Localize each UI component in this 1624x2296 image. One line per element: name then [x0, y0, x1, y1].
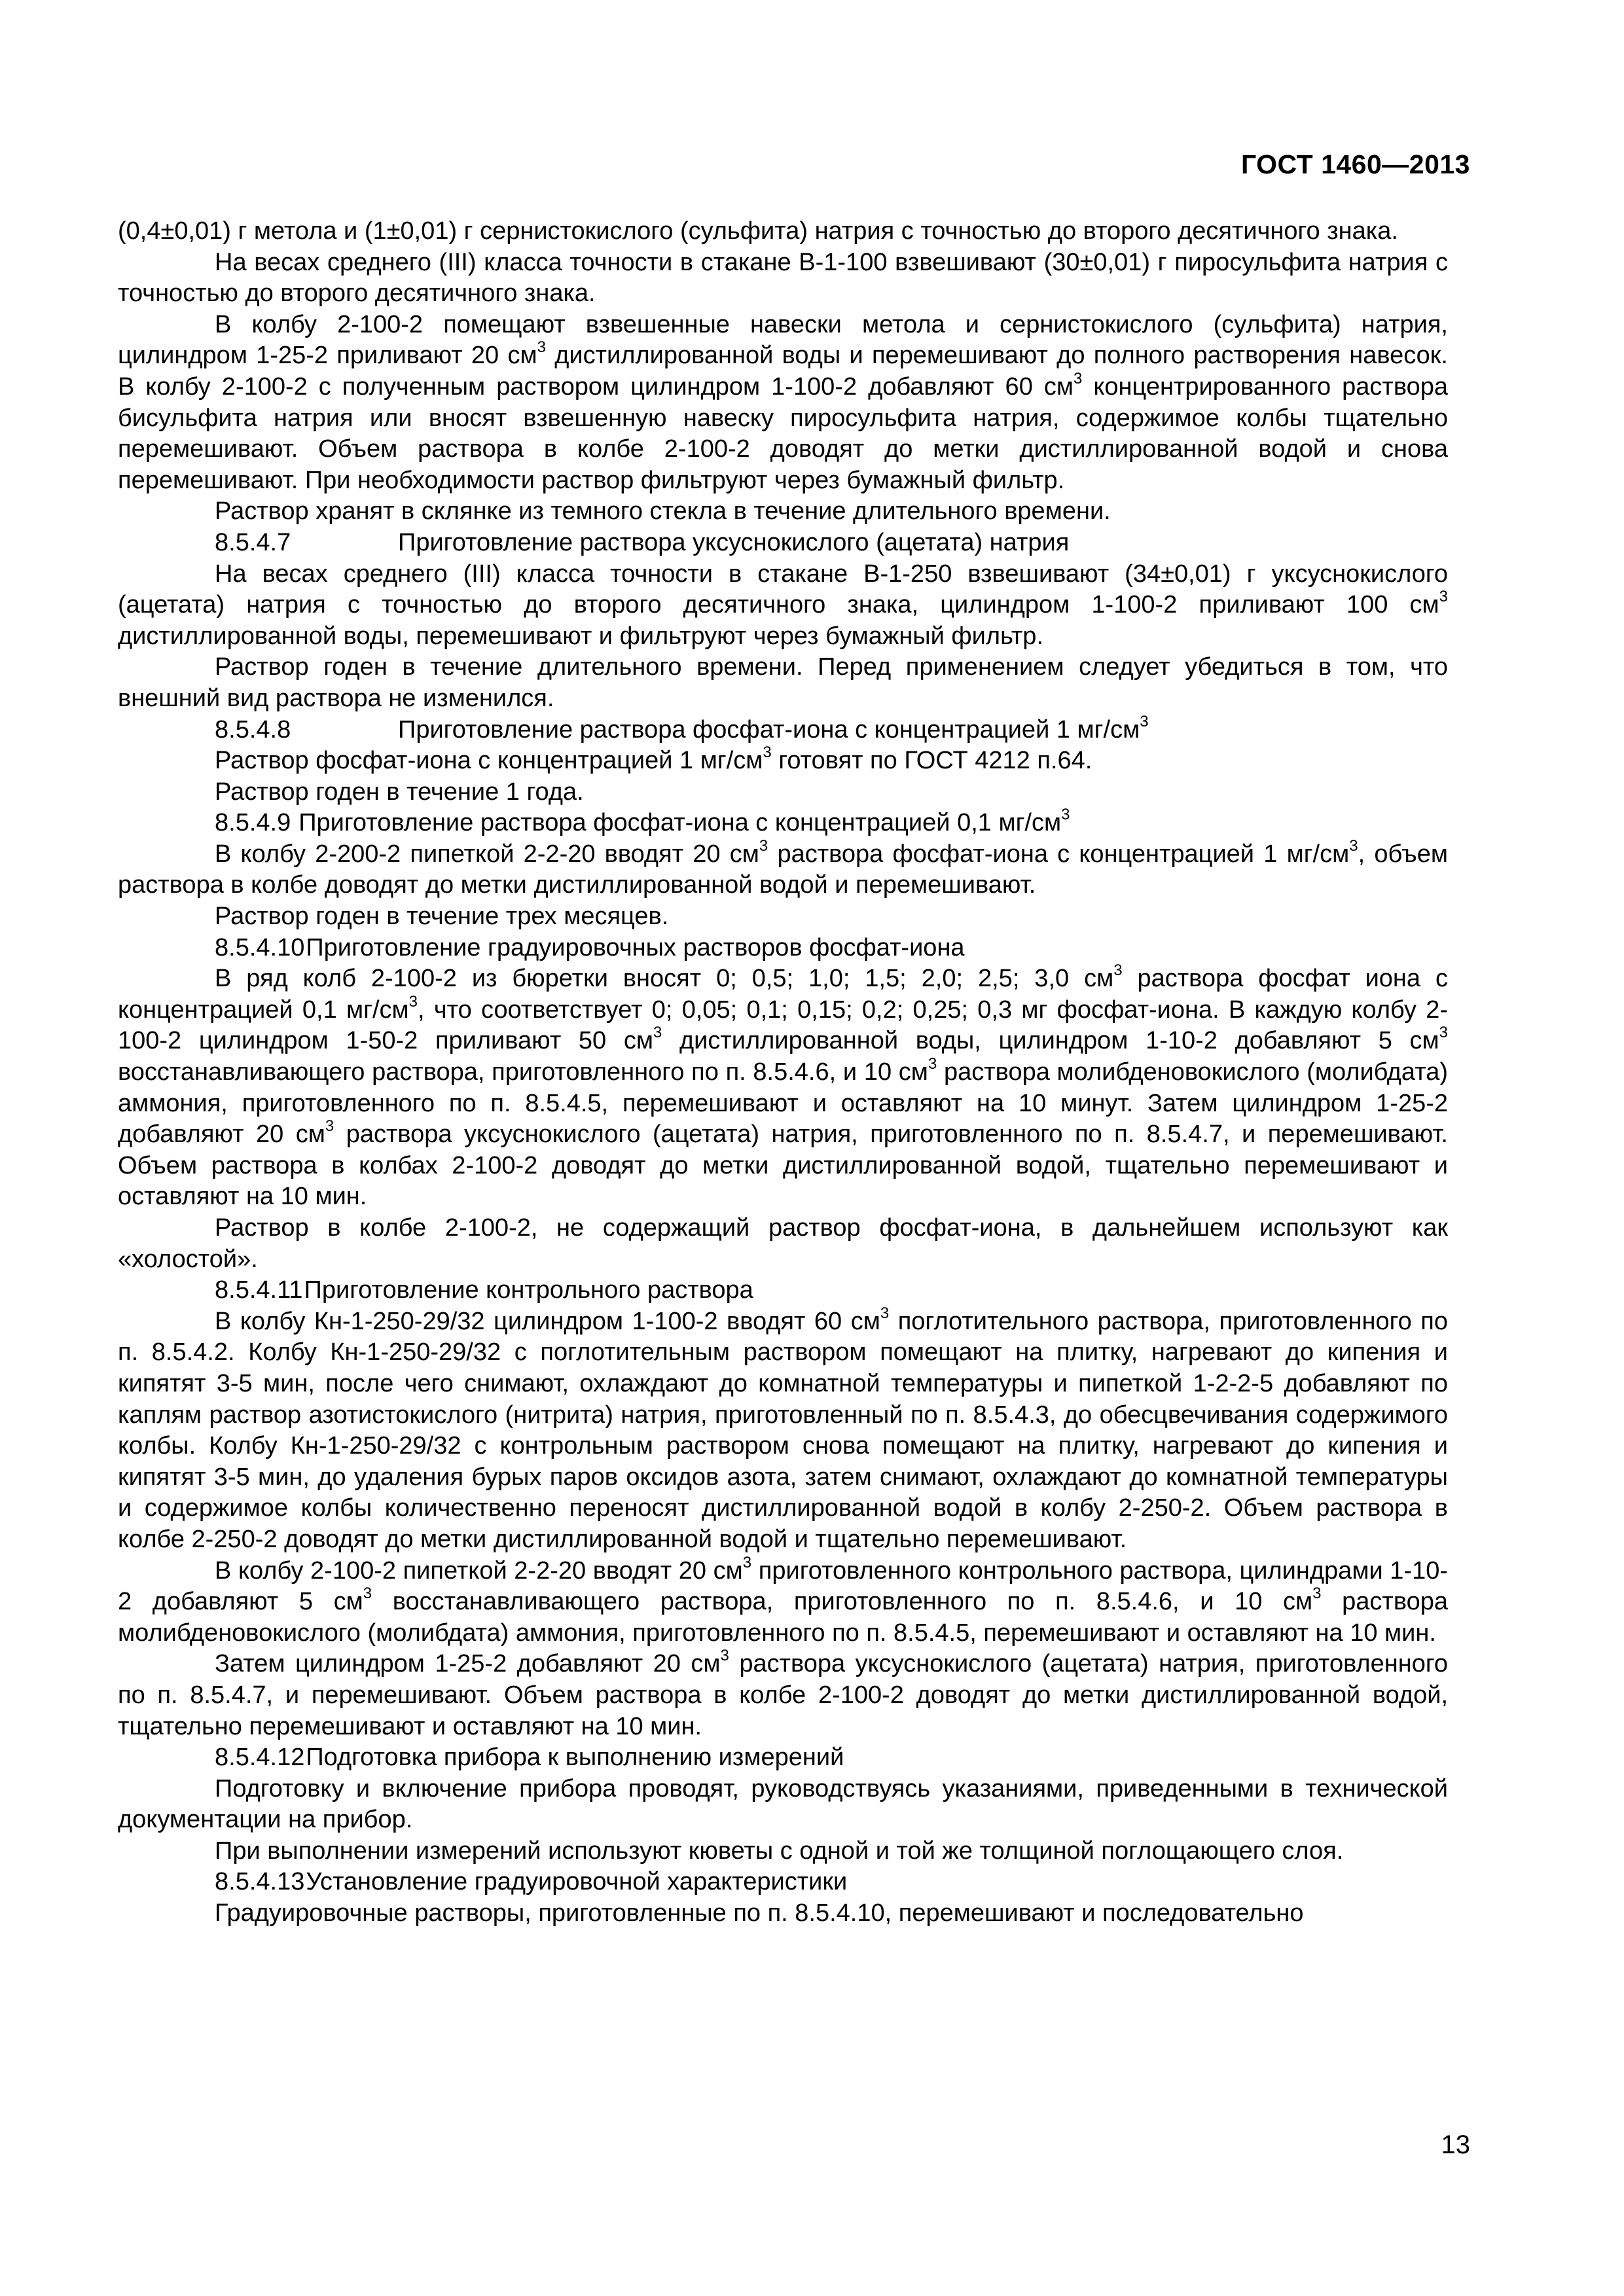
paragraph: Раствор годен в течение 1 года.: [215, 778, 584, 806]
paragraph: Раствор фосфат-иона с концентрацией 1 $мг/см^3$ готовят по ГОСТ 4212 п.64.: [215, 744, 1092, 775]
standard-header: ГОСТ 1460—2013: [1240, 149, 1470, 179]
section-heading: [118, 712, 1448, 746]
section-number: 8.5.4.8: [215, 715, 291, 744]
section-title: Приготовление раствора уксуснокислого (ацетата) натрия: [398, 528, 1070, 556]
document-body: [118, 216, 1455, 1929]
section-number: 8.5.4.12: [215, 1744, 305, 1772]
superscript: 3: [880, 1304, 890, 1322]
superscript: 3: [1140, 712, 1149, 730]
section-number: 8.5.4.9: [215, 809, 291, 837]
superscript: 3: [1061, 806, 1070, 824]
superscript: 3: [720, 1647, 729, 1665]
superscript: 3: [653, 1024, 662, 1042]
section-number: 8.5.4.13: [215, 1868, 305, 1896]
superscript: 3: [1312, 1585, 1322, 1603]
superscript: 3: [742, 1553, 752, 1571]
superscript: 3: [1073, 369, 1083, 387]
section-number: 8.5.4.10: [215, 933, 305, 961]
section-title: Приготовление градуировочных растворов фосфат-иона: [306, 933, 965, 961]
paragraph: На весах среднего (III) класса точности в стакане В-1-250 взвешивают (34±0,01) г уксуснокислого (ацетата) натрия с точностью до второго десятичного знака, цилиндром 1-100-2 приливают 100 $см^3$ дистиллированной воды, перемешивают и фильтруют через бумажный фильтр.: [118, 560, 1455, 650]
superscript: 3: [1439, 588, 1448, 606]
section-title: Приготовление контрольного раствора: [304, 1276, 753, 1304]
paragraph: Подготовку и включение прибора проводят, руководствуясь указаниями, приведенными в технической документации на прибор.: [118, 1774, 1455, 1834]
paragraph: На весах среднего (III) класса точности в стакане В-1-100 взвешивают (30±0,01) г пиросульфита натрия с точностью до второго десятичного знака.: [118, 248, 1455, 308]
paragraph: В колбу 2-200-2 пипеткой 2-2-20 вводят 20 $см^3$ раствора фосфат-иона с концентрацией 1 $мг/см^3$, объем раствора в колбе доводят до метки дистиллированной водой и перемешивают.: [118, 836, 1455, 899]
paragraph: При выполнении измерений используют кюветы с одной и той же толщиной поглощающего слоя.: [215, 1837, 1344, 1865]
paragraph: Раствор годен в течение трех месяцев.: [215, 903, 669, 931]
paragraph: Затем цилиндром 1-25-2 добавляют 20 $см^3$ раствора уксуснокислого (ацетата) натрия, приготовленного по п. 8.5.4.7, и перемешивают. Объем раствора в колбе 2-100-2 доводят до метки дистиллированной водой, тщательно перемешивают и оставляют на 10 мин.: [118, 1647, 1455, 1740]
paragraph: В колбу 2-100-2 пипеткой 2-2-20 вводят 20 $см^3$ приготовленного контрольного раствора, цилиндрами 1-10-2 добавляют 5 $см^3$ восстанавливающего раствора, приготовленного по п. 8.5.4.6, и 10 $см^3$ раствора молибденовокислого (молибдата) аммония, приготовленного по п. 8.5.4.5, перемешивают и оставляют на 10 мин.: [118, 1553, 1455, 1647]
paragraph: В колбу 2-100-2 помещают взвешенные навески метола и сернистокислого (сульфита) натрия, цилиндром 1-25-2 приливают 20 $см^3$ дистиллированной воды и перемешивают до полного растворения навесок. В колбу 2-100-2 с полученным раствором цилиндром 1-100-2 добавляют 60 $см^3$ концентрированного раствора бисульфита натрия или вносят взвешенную навеску пиросульфита натрия, содержимое колбы тщательно перемешивают. Объем раствора в колбе 2-100-2 доводят до метки дистиллированной водой и снова перемешивают. При необходимости раствор фильтруют через бумажный фильтр.: [118, 310, 1455, 494]
section-title: Установление градуировочной характеристики: [306, 1868, 848, 1896]
superscript: 3: [325, 1117, 334, 1136]
superscript: 3: [763, 744, 772, 762]
superscript: 3: [1113, 961, 1123, 980]
superscript: 3: [1439, 1024, 1448, 1042]
paragraph: Раствор в колбе 2-100-2, не содержащий раствор фосфат-иона, в дальнейшем используют как «холостой».: [118, 1214, 1455, 1273]
paragraph: В ряд колб 2-100-2 из бюретки вносят 0; 0,5; 1,0; 1,5; 2,0; 2,5; 3,0 $см^3$ раствора фосфат иона с концентрацией 0,1 $мг/см^3$, что соответствует 0; 0,05; 0,1; 0,15; 0,2; 0,25; 0,3 мг фосфат-иона. В каждую колбу 2-100-2 цилиндром 1-50-2 приливают 50 $см^3$ дистиллированной воды, цилиндром 1-10-2 добавляют 5 $см^3$ восстанавливающего раствора, приготовленного по п. 8.5.4.6, и 10 $см^3$ раствора молибденовокислого (молибдата) аммония, приготовленного по п. 8.5.4.5, перемешивают и оставляют на 10 минут. Затем цилиндром 1-25-2 добавляют 20 $см^3$ раствора уксуснокислого (ацетата) натрия, приготовленного по п. 8.5.4.7, и перемешивают. Объем раствора в колбах 2-100-2 доводят до метки дистиллированной водой, тщательно перемешивают и оставляют на 10 мин.: [118, 961, 1455, 1211]
superscript: 3: [408, 992, 418, 1011]
paragraph: Раствор годен в течение длительного времени. Перед применением следует убедиться в том, что внешний вид раствора не изменился.: [118, 653, 1455, 712]
section-heading: [118, 1867, 1448, 1898]
superscript: 3: [363, 1585, 372, 1603]
section-title: Приготовление раствора фосфат-иона с концентрацией 0,1 мг/см: [298, 809, 1062, 837]
section-number: 8.5.4.11: [215, 1276, 303, 1304]
paragraph: Раствор хранят в склянке из темного стекла в течение длительного времени.: [215, 497, 1111, 526]
superscript: 3: [928, 1055, 937, 1073]
superscript: 3: [1349, 836, 1358, 855]
superscript: 3: [537, 338, 546, 357]
section-heading: [118, 1742, 1448, 1774]
section-title: Подготовка прибора к выполнению измерений: [306, 1744, 844, 1772]
section-heading: [118, 1275, 1448, 1306]
paragraph: В колбу Кн-1-250-29/32 цилиндром 1-100-2 вводят 60 $см^3$ поглотительного раствора, приготовленного по п. 8.5.4.2. Колбу Кн-1-250-29/32 с поглотительным раствором помещают на плитку, нагревают до кипения и кипятят 3-5 мин, после чего снимают, охлаждают до комнатной температуры и пипеткой 1-2-2-5 добавляют по каплям раствор азотистокислого (нитрита) натрия, приготовленный по п. 8.5.4.3, до обесцвечивания содержимого колбы. Колбу Кн-1-250-29/32 с контрольным раствором снова помещают на плитку, нагревают до кипения и кипятят 3-5 мин, до удаления бурых паров оксидов азота, затем снимают, охлаждают до комнатной температуры и содержимое колбы количественно переносят дистиллированной водой в колбу 2-250-2. Объем раствора в колбе 2-250-2 доводят до метки дистиллированной водой и тщательно перемешивают.: [118, 1304, 1455, 1553]
section-heading: [118, 528, 1448, 559]
section-title: Приготовление раствора фосфат-иона с концентрацией 1 мг/см: [398, 715, 1140, 744]
paragraph: Градуировочные растворы, приготовленные по п. 8.5.4.10, перемешивают и последовательно: [215, 1899, 1304, 1928]
paragraph: (0,4±0,01) г метола и (1±0,01) г сернистокислого (сульфита) натрия с точностью до второго десятичного знака.: [118, 217, 1398, 245]
page-number: 13: [1441, 2130, 1470, 2159]
section-heading: [118, 933, 1448, 964]
superscript: 3: [759, 836, 768, 855]
section-number: 8.5.4.7: [215, 528, 291, 556]
section-heading: [118, 808, 1448, 839]
